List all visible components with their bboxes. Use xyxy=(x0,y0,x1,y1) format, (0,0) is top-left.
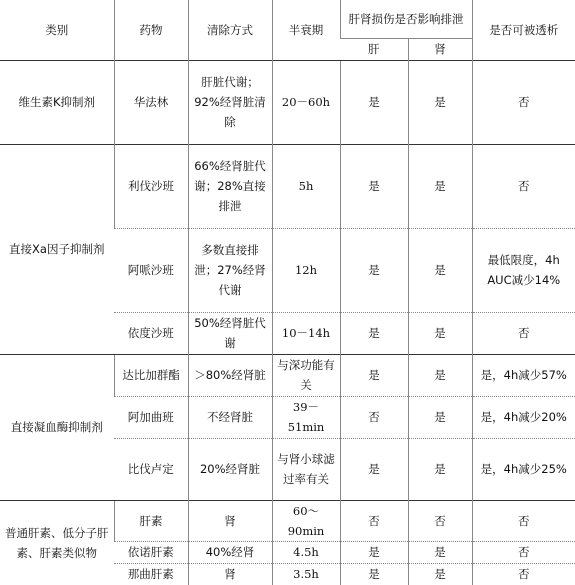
header-liver: 肝 xyxy=(340,38,408,60)
header-dialysis: 是否可被透析 xyxy=(472,0,575,60)
kidney-cell: 是 xyxy=(408,563,472,585)
liver-cell: 否 xyxy=(340,396,408,438)
clearance-cell: 50%经肾脏代谢 xyxy=(188,312,272,354)
kidney-cell: 是 xyxy=(408,438,472,500)
liver-cell: 是 xyxy=(340,354,408,396)
kidney-cell: 是 xyxy=(408,228,472,312)
clearance-cell: 66%经肾脏代谢；28%直接排泄 xyxy=(188,144,272,228)
drug-cell: 华法林 xyxy=(114,60,188,144)
category-cell: 直接Xa因子抑制剂 xyxy=(0,144,114,354)
dialysis-cell: 最低限度，4h AUC减少14% xyxy=(472,228,575,312)
dialysis-cell: 是，4h减少57% xyxy=(472,354,575,396)
clearance-cell: 肝脏代谢；92%经肾脏清除 xyxy=(188,60,272,144)
liver-cell: 是 xyxy=(340,60,408,144)
drug-cell: 肝素 xyxy=(114,500,188,541)
kidney-cell: 是 xyxy=(408,354,472,396)
dialysis-cell: 否 xyxy=(472,541,575,563)
dialysis-cell: 否 xyxy=(472,500,575,541)
drug-cell: 达比加群酯 xyxy=(114,354,188,396)
kidney-cell: 是 xyxy=(408,312,472,354)
half-life-cell: 60～90min xyxy=(272,500,340,541)
kidney-cell: 是 xyxy=(408,396,472,438)
kidney-cell: 否 xyxy=(408,500,472,541)
header-category: 类别 xyxy=(45,22,69,37)
dialysis-cell: 否 xyxy=(472,60,575,144)
liver-cell: 是 xyxy=(340,144,408,228)
half-life-cell: 10－14h xyxy=(272,312,340,354)
dialysis-cell: 是，4h减少25% xyxy=(472,438,575,500)
table-row xyxy=(0,500,575,541)
drug-cell: 那曲肝素 xyxy=(114,563,188,585)
clearance-cell: 不经肾脏 xyxy=(188,396,272,438)
table-row xyxy=(0,354,575,396)
kidney-cell: 是 xyxy=(408,60,472,144)
category-cell: 维生素K抑制剂 xyxy=(0,60,114,144)
dialysis-cell: 是，4h减少20% xyxy=(472,396,575,438)
half-life-cell: 3.5h xyxy=(272,563,340,585)
drug-cell: 比伐卢定 xyxy=(114,438,188,500)
drug-cell: 依度沙班 xyxy=(114,312,188,354)
clearance-cell: 肾 xyxy=(188,500,272,541)
category-cell: 直接凝血酶抑制剂 xyxy=(0,354,114,500)
kidney-cell: 是 xyxy=(408,144,472,228)
header-kidney: 肾 xyxy=(408,38,472,60)
header-half-life: 半衰期 xyxy=(272,0,340,60)
liver-cell: 是 xyxy=(340,228,408,312)
drug-cell: 利伐沙班 xyxy=(114,144,188,228)
liver-cell: 是 xyxy=(340,312,408,354)
half-life-cell: 20－60h xyxy=(272,60,340,144)
table-row xyxy=(0,60,575,144)
half-life-cell: 与肾小球滤过率有关 xyxy=(272,438,340,500)
liver-cell: 是 xyxy=(340,438,408,500)
dialysis-cell: 否 xyxy=(472,144,575,228)
kidney-cell: 是 xyxy=(408,541,472,563)
liver-cell: 是 xyxy=(340,563,408,585)
header-clearance: 清除方式 xyxy=(188,0,272,60)
drug-cell: 阿加曲班 xyxy=(114,396,188,438)
clearance-cell: 多数直接排泄；27%经肾代谢 xyxy=(188,228,272,312)
half-life-cell: 4.5h xyxy=(272,541,340,563)
table-header xyxy=(0,0,575,60)
clearance-cell: 肾 xyxy=(188,563,272,585)
header-drug: 药物 xyxy=(114,0,188,60)
dialysis-cell: 否 xyxy=(472,563,575,585)
header-organ-impact: 肝肾损伤是否影响排泄 xyxy=(340,0,472,38)
clearance-cell: ＞80%经肾脏 xyxy=(188,354,272,396)
clearance-cell: 40%经肾 xyxy=(188,541,272,563)
half-life-cell: 12h xyxy=(272,228,340,312)
clearance-cell: 20%经肾脏 xyxy=(188,438,272,500)
dialysis-cell: 否 xyxy=(472,312,575,354)
drug-cell: 依诺肝素 xyxy=(114,541,188,563)
half-life-cell: 5h xyxy=(272,144,340,228)
liver-cell: 是 xyxy=(340,541,408,563)
half-life-cell: 39－51min xyxy=(272,396,340,438)
table-row xyxy=(0,144,575,228)
liver-cell: 否 xyxy=(340,500,408,541)
drug-cell: 阿哌沙班 xyxy=(114,228,188,312)
category-cell: 普通肝素、低分子肝素、肝素类似物 xyxy=(0,500,114,585)
half-life-cell: 与深功能有关 xyxy=(272,354,340,396)
